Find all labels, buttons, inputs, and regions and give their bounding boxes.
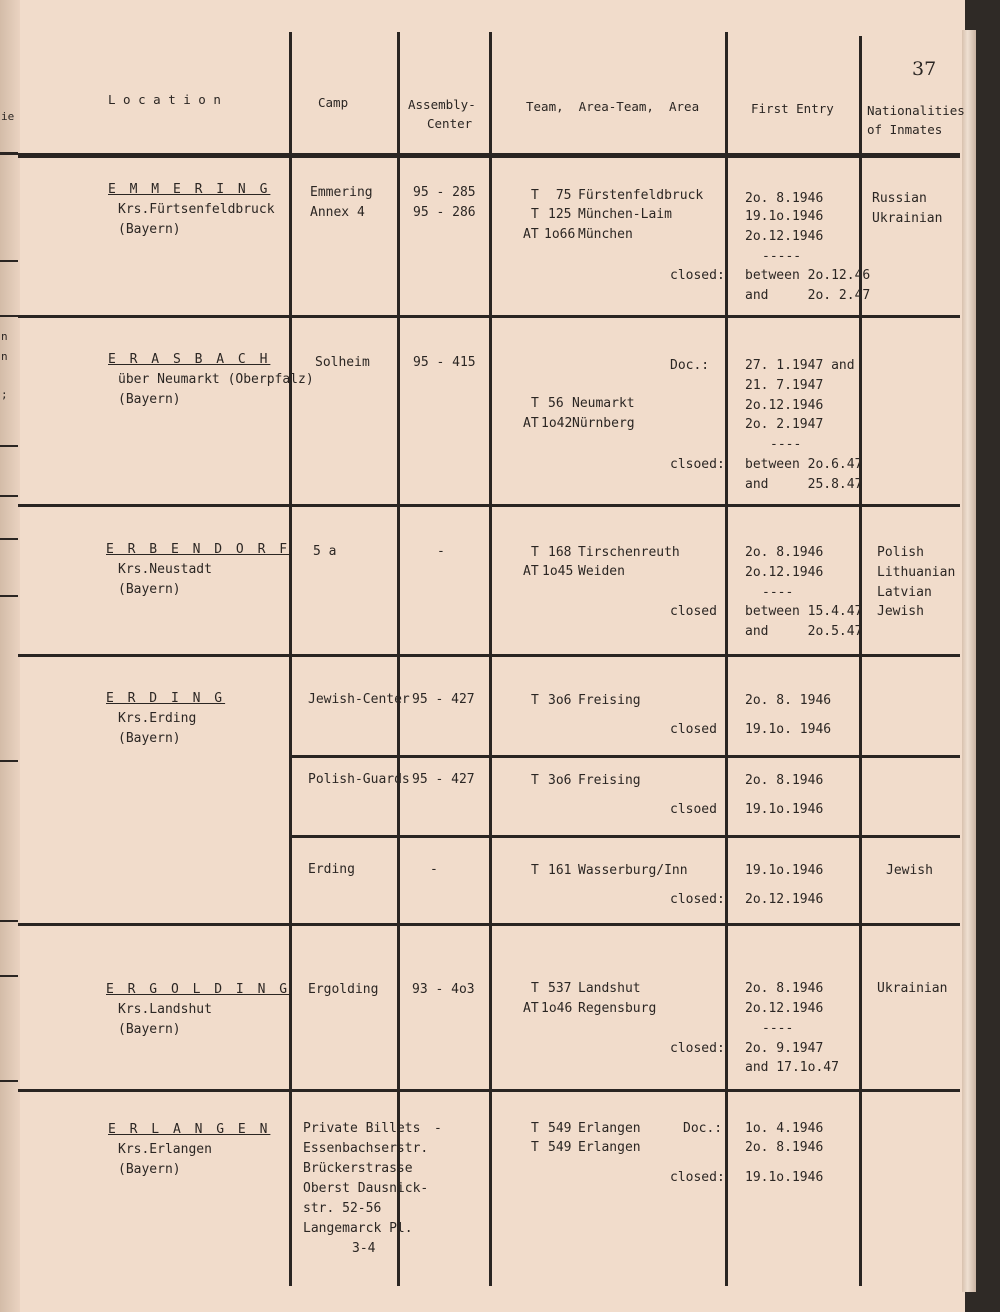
nationality: Russian (872, 191, 927, 206)
entry-date: between 2o.12.46 (745, 268, 871, 283)
page-edge (962, 30, 976, 1292)
column-rule-nationalities (859, 36, 862, 1286)
team-type: AT (523, 1001, 539, 1016)
team-type: T (531, 773, 539, 788)
margin-rule (0, 538, 18, 540)
nationality: Jewish (877, 604, 924, 619)
team-area: Tirschenreuth (578, 545, 680, 560)
camp-name: Annex 4 (310, 205, 365, 220)
camp-name: Jewish-Center (308, 692, 410, 707)
header-location: L o c a t i o n (108, 92, 221, 107)
team-area: Erlangen (578, 1121, 641, 1136)
nationality: Polish (877, 545, 924, 560)
team-number: 1o46 (541, 1001, 573, 1016)
team-number: 3o6 (548, 693, 572, 708)
entry-date: 19.1o.1946 (745, 802, 824, 817)
margin-fragment: n (1, 330, 8, 343)
team-type: AT (523, 227, 539, 242)
camp-address: 3-4 (352, 1241, 376, 1256)
binding-gutter (0, 0, 20, 1312)
nationality: Lithuanian (877, 565, 956, 580)
margin-rule (0, 920, 18, 922)
assembly-center: 95 - 427 (412, 772, 475, 787)
team-number: 1o66 (544, 227, 576, 242)
row-rule (18, 1089, 960, 1092)
subrow-rule (291, 755, 960, 758)
team-area: Landshut (578, 981, 641, 996)
team-type: T (531, 863, 539, 878)
camp-name: 5 a (313, 544, 337, 559)
team-area: Freising (578, 773, 641, 788)
assembly-center: 95 - 286 (413, 205, 476, 220)
location-region: (Bayern) (118, 392, 181, 407)
team-area: Freising (578, 693, 641, 708)
entry-date: 2o.12.1946 (745, 565, 824, 580)
team-number: 537 (548, 981, 572, 996)
entry-date: and 2o.5.47 (745, 624, 863, 639)
doc-label: Doc.: (670, 358, 710, 373)
location-name: E M M E R I N G (108, 182, 271, 197)
assembly-center: - (430, 862, 438, 877)
team-type: T (531, 188, 539, 203)
camp-address: Brückerstrasse (303, 1161, 413, 1176)
nationality: Latvian (877, 585, 932, 600)
entry-date: 19.1o. 1946 (745, 722, 832, 737)
entry-date: 19.1o.1946 (745, 209, 824, 224)
header-assembly-line2: Center (427, 116, 473, 131)
team-area: Nürnberg (572, 416, 635, 431)
margin-fragment: n (1, 350, 8, 363)
entry-date: 1o. 4.1946 (745, 1121, 824, 1136)
doc-label: Doc.: (683, 1121, 723, 1136)
assembly-center: 95 - 427 (412, 692, 475, 707)
entry-date: 2o. 8.1946 (745, 545, 824, 560)
team-area: Wasserburg/Inn (578, 863, 688, 878)
entry-date: 19.1o.1946 (745, 863, 824, 878)
team-number: 161 (548, 863, 572, 878)
margin-rule (0, 315, 18, 317)
team-area: Erlangen (578, 1140, 641, 1155)
team-number: 168 (548, 545, 572, 560)
location-district: Krs.Erlangen (118, 1142, 212, 1157)
location-district: Krs.Neustadt (118, 562, 212, 577)
margin-rule (0, 152, 18, 155)
margin-rule (0, 760, 18, 762)
camp-address: Private Billets (303, 1121, 421, 1136)
location-name: E R B E N D O R F (106, 542, 291, 557)
team-area: Weiden (578, 564, 625, 579)
entry-date: 27. 1.1947 and (745, 358, 855, 373)
date-separator: ----- (762, 249, 802, 264)
location-name: E R G O L D I N G (106, 982, 291, 997)
status-label: clsoed (670, 802, 717, 817)
header-first-entry: First Entry (751, 101, 834, 116)
entry-date: 2o. 9.1947 (745, 1041, 824, 1056)
team-type: T (531, 693, 539, 708)
entry-date: between 2o.6.47 (745, 457, 863, 472)
date-separator: ---- (770, 437, 802, 452)
column-rule-camp (289, 32, 292, 1286)
team-type: T (531, 1140, 539, 1155)
row-rule (18, 654, 960, 657)
location-region: (Bayern) (118, 582, 181, 597)
status-label: closed: (670, 268, 725, 283)
team-area: München-Laim (578, 207, 672, 222)
entry-date: 2o.12.1946 (745, 1001, 824, 1016)
assembly-center: 95 - 285 (413, 185, 476, 200)
team-type: T (531, 396, 539, 411)
camp-name: Emmering (310, 185, 373, 200)
camp-address: Essenbachserstr. (303, 1141, 429, 1156)
status-label: closed: (670, 1170, 725, 1185)
location-district: Krs.Erding (118, 711, 197, 726)
team-number: 125 (548, 207, 572, 222)
location-name: E R D I N G (106, 691, 226, 706)
location-region: (Bayern) (118, 222, 181, 237)
camp-address: Langemarck Pl. (303, 1221, 413, 1236)
subrow-rule (291, 835, 960, 838)
assembly-center: 95 - 415 (413, 355, 476, 370)
team-area: Neumarkt (572, 396, 635, 411)
entry-date: between 15.4.47 (745, 604, 863, 619)
margin-rule (0, 495, 18, 497)
camp-name: Ergolding (308, 982, 379, 997)
header-assembly-line1: Assembly- (408, 97, 476, 112)
entry-date: 2o.12.1946 (745, 892, 824, 907)
header-rule (18, 153, 960, 158)
margin-rule (0, 595, 18, 597)
team-type: T (531, 981, 539, 996)
assembly-center: - (434, 1121, 442, 1136)
column-rule-team (489, 32, 492, 1286)
assembly-center: 93 - 4o3 (412, 982, 475, 997)
team-number: 549 (548, 1121, 572, 1136)
location-region: (Bayern) (118, 1022, 181, 1037)
margin-rule (0, 1080, 18, 1082)
team-number: 1o42 (541, 416, 573, 431)
margin-fragment: ie (1, 110, 15, 123)
entry-date: 2o.12.1946 (745, 398, 824, 413)
nationality: Ukrainian (877, 981, 948, 996)
header-nationalities-line1: Nationalities (867, 103, 965, 118)
entry-date: and 2o. 2.47 (745, 288, 871, 303)
camp-address: str. 52-56 (303, 1201, 382, 1216)
team-number: 3o6 (548, 773, 572, 788)
status-label: clsoed: (670, 457, 725, 472)
date-separator: ---- (762, 1021, 794, 1036)
location-region: (Bayern) (118, 731, 181, 746)
status-label: closed: (670, 1041, 725, 1056)
entry-date: 19.1o.1946 (745, 1170, 824, 1185)
team-area: Fürstenfeldbruck (578, 188, 704, 203)
row-rule (18, 315, 960, 318)
header-team: Team, Area-Team, Area (526, 99, 700, 114)
team-area: Regensburg (578, 1001, 657, 1016)
nationality: Jewish (886, 863, 933, 878)
team-type: T (531, 1121, 539, 1136)
entry-date: 21. 7.1947 (745, 378, 824, 393)
entry-date: and 17.1o.47 (745, 1060, 839, 1075)
location-district: über Neumarkt (Oberpfalz) (118, 372, 314, 387)
margin-rule (0, 260, 18, 262)
team-number: 549 (548, 1140, 572, 1155)
entry-date: 2o. 8. 1946 (745, 693, 832, 708)
location-region: (Bayern) (118, 1162, 181, 1177)
team-area: München (578, 227, 633, 242)
camp-name: Erding (308, 862, 355, 877)
status-label: closed (670, 604, 717, 619)
margin-rule (0, 445, 18, 447)
team-type: AT (523, 416, 539, 431)
column-rule-assembly (397, 32, 400, 1286)
margin-fragment: ; (1, 388, 8, 401)
camp-address: Oberst Dausnick- (303, 1181, 429, 1196)
status-label: closed (670, 722, 717, 737)
status-label: closed: (670, 892, 725, 907)
team-type: T (531, 207, 539, 222)
team-number: 56 (548, 396, 564, 411)
entry-date: and 25.8.47 (745, 477, 863, 492)
team-type: T (531, 545, 539, 560)
header-nationalities-line2: of Inmates (867, 122, 943, 137)
team-number: 1o45 (542, 564, 574, 579)
date-separator: ---- (762, 585, 794, 600)
margin-rule (0, 975, 18, 977)
entry-date: 2o. 2.1947 (745, 417, 824, 432)
location-name: E R L A N G E N (108, 1122, 271, 1137)
entry-date: 2o.12.1946 (745, 229, 824, 244)
assembly-center: - (437, 544, 445, 559)
entry-date: 2o. 8.1946 (745, 1140, 824, 1155)
camp-name: Solheim (315, 355, 370, 370)
camp-name: Polish-Guards (308, 772, 410, 787)
entry-date: 2o. 8.1946 (745, 981, 824, 996)
team-type: AT (523, 564, 539, 579)
page-number: 37 (912, 58, 937, 80)
entry-date: 2o. 8.1946 (745, 191, 824, 206)
column-rule-first-entry (725, 32, 728, 1286)
location-district: Krs.Landshut (118, 1002, 212, 1017)
row-rule (18, 504, 960, 507)
header-camp: Camp (318, 95, 349, 110)
location-district: Krs.Fürtsenfeldbruck (118, 202, 275, 217)
entry-date: 2o. 8.1946 (745, 773, 824, 788)
team-number: 75 (548, 188, 572, 203)
nationality: Ukrainian (872, 211, 943, 226)
location-name: E R A S B A C H (108, 352, 271, 367)
row-rule (18, 923, 960, 926)
